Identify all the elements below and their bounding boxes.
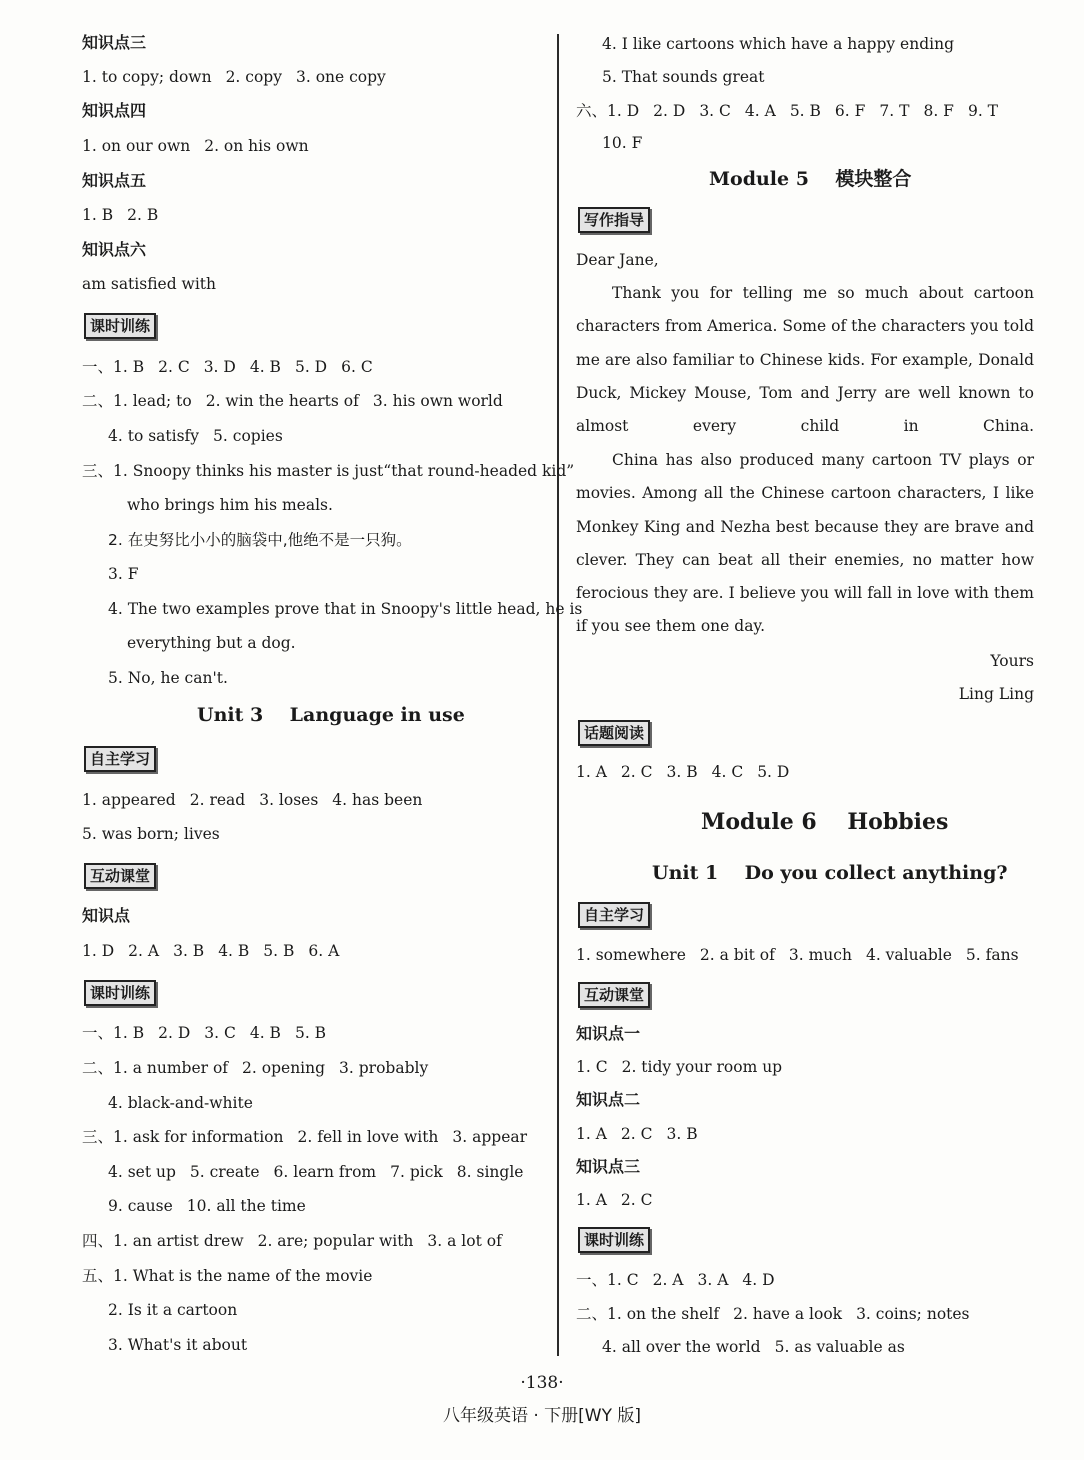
exercise-san-5: 5. No, he can't. (108, 669, 228, 687)
kp5-answers: 1. B 2. B (82, 206, 159, 224)
page-number: ·138· (520, 1373, 564, 1393)
letter-closing: Yours (990, 652, 1034, 670)
kp4-answers: 1. on our own 2. on his own (82, 137, 309, 155)
exercise2-wu-3: 3. What's it about (108, 1336, 248, 1354)
exercise-san-3: 3. F (108, 565, 139, 583)
exercise-san-1a: 三、1. Snoopy thinks his master is just“that round-headed kid” (82, 462, 575, 480)
exercise-er-line1: 二、1. lead; to 2. win the hearts of 3. his own world (82, 392, 503, 410)
exercise-san-1b: who brings him his meals. (127, 496, 333, 514)
kp2-answers: 1. A 2. C 3. B (576, 1125, 698, 1143)
exercise-er-line2: 4. to satisfy 5. copies (108, 427, 283, 445)
exercise-san-2: 2. 在史努比小小的脑袋中,他绝不是一只狗。 (108, 531, 412, 549)
module6-heading: Module 6 Hobbies (701, 809, 949, 835)
kp3-right-title: 知识点三 (576, 1157, 641, 1176)
letter-signature: Ling Ling (958, 685, 1034, 703)
kp5-title: 知识点五 (82, 171, 147, 190)
exercise2-si: 四、1. an artist drew 2. are; popular with 3. a lot of (82, 1232, 502, 1250)
exercise2-wu-5: 5. That sounds great (602, 68, 765, 86)
exercise-san-4a: 4. The two examples prove that in Snoopy's little head, he is (108, 600, 583, 618)
kp3-answers: 1. to copy; down 2. copy 3. one copy (82, 68, 386, 86)
exercise2-er-line2: 4. black-and-white (108, 1094, 253, 1112)
letter-greeting: Dear Jane, (576, 251, 659, 269)
column-divider (557, 34, 559, 1356)
kp3-title: 知识点三 (82, 33, 147, 52)
kp2-title: 知识点二 (576, 1090, 641, 1109)
section-tag-xiezuo: 写作指导 (578, 207, 650, 233)
huati-answers: 1. A 2. C 3. B 4. C 5. D (576, 763, 790, 781)
letter-paragraph-2: China has also produced many cartoon TV plays or movies. Among all the Chinese cartoon characters, I like Monkey King and Nezha best because they are brave and clever. They can beat all their enemies, no matter how ferocious they are. I believe you will fall in love with them if you see them one day. (576, 451, 1034, 636)
kp1-answers: 1. C 2. tidy your room up (576, 1058, 783, 1076)
exercise2-wu-1: 五、1. What is the name of the movie (82, 1267, 373, 1285)
exercise2-liu-line1: 六、1. D 2. D 3. C 4. A 5. B 6. F 7. T 8. F 9. T (576, 102, 999, 120)
kp4-title: 知识点四 (82, 101, 147, 120)
kp6-title: 知识点六 (82, 240, 147, 259)
book-title: 八年级英语 · 下册[WY 版] (442, 1406, 642, 1426)
zizhu-right-answers: 1. somewhere 2. a bit of 3. much 4. valuable 5. fans (576, 946, 1019, 964)
exercise3-er-line1: 二、1. on the shelf 2. have a look 3. coins; notes (576, 1305, 970, 1323)
section-tag-huati: 话题阅读 (578, 720, 650, 746)
module5-heading: Module 5 模块整合 (709, 168, 912, 190)
kp-title: 知识点 (82, 906, 131, 925)
unit3-heading: Unit 3 Language in use (197, 704, 465, 726)
exercise2-wu-4: 4. I like cartoons which have a happy ending (602, 35, 954, 53)
section-tag-keshi-2: 课时训练 (84, 980, 156, 1006)
section-tag-zizhu: 自主学习 (84, 746, 156, 772)
kp6-answer: am satisfied with (82, 275, 216, 293)
exercise-yi: 一、1. B 2. C 3. D 4. B 5. D 6. C (82, 358, 373, 376)
section-tag-keshi-right: 课时训练 (578, 1227, 650, 1253)
exercise3-yi: 一、1. C 2. A 3. A 4. D (576, 1271, 775, 1289)
section-tag-hudong: 互动课堂 (84, 863, 156, 889)
kp-answers: 1. D 2. A 3. B 4. B 5. B 6. A (82, 942, 340, 960)
exercise2-er-line1: 二、1. a number of 2. opening 3. probably (82, 1059, 429, 1077)
exercise2-san-line3: 9. cause 10. all the time (108, 1197, 306, 1215)
letter-paragraph-1: Thank you for telling me so much about cartoon characters from America. Some of the characters you told me are also familiar to Chinese kids. For example, Donald Duck, Mickey Mouse, Tom and Jerry are well known to almost every child in China. (576, 284, 1034, 436)
exercise2-san-line2: 4. set up 5. create 6. learn from 7. pick 8. single (108, 1163, 524, 1181)
exercise3-er-line2: 4. all over the world 5. as valuable as (602, 1338, 905, 1356)
unit1-heading: Unit 1 Do you collect anything? (652, 862, 1008, 884)
section-tag-zizhu-right: 自主学习 (578, 902, 650, 928)
zizhu-answers-line1: 1. appeared 2. read 3. loses 4. has been (82, 791, 423, 809)
kp3-right-answers: 1. A 2. C (576, 1191, 653, 1209)
exercise2-liu-line2: 10. F (602, 134, 643, 152)
section-tag-hudong-right: 互动课堂 (578, 982, 650, 1008)
zizhu-answers-line2: 5. was born; lives (82, 825, 220, 843)
exercise2-yi: 一、1. B 2. D 3. C 4. B 5. B (82, 1024, 327, 1042)
exercise2-wu-2: 2. Is it a cartoon (108, 1301, 238, 1319)
section-tag-keshi: 课时训练 (84, 313, 156, 339)
exercise2-san-line1: 三、1. ask for information 2. fell in love with 3. appear (82, 1128, 528, 1146)
exercise-san-4b: everything but a dog. (127, 634, 296, 652)
kp1-title: 知识点一 (576, 1024, 641, 1043)
